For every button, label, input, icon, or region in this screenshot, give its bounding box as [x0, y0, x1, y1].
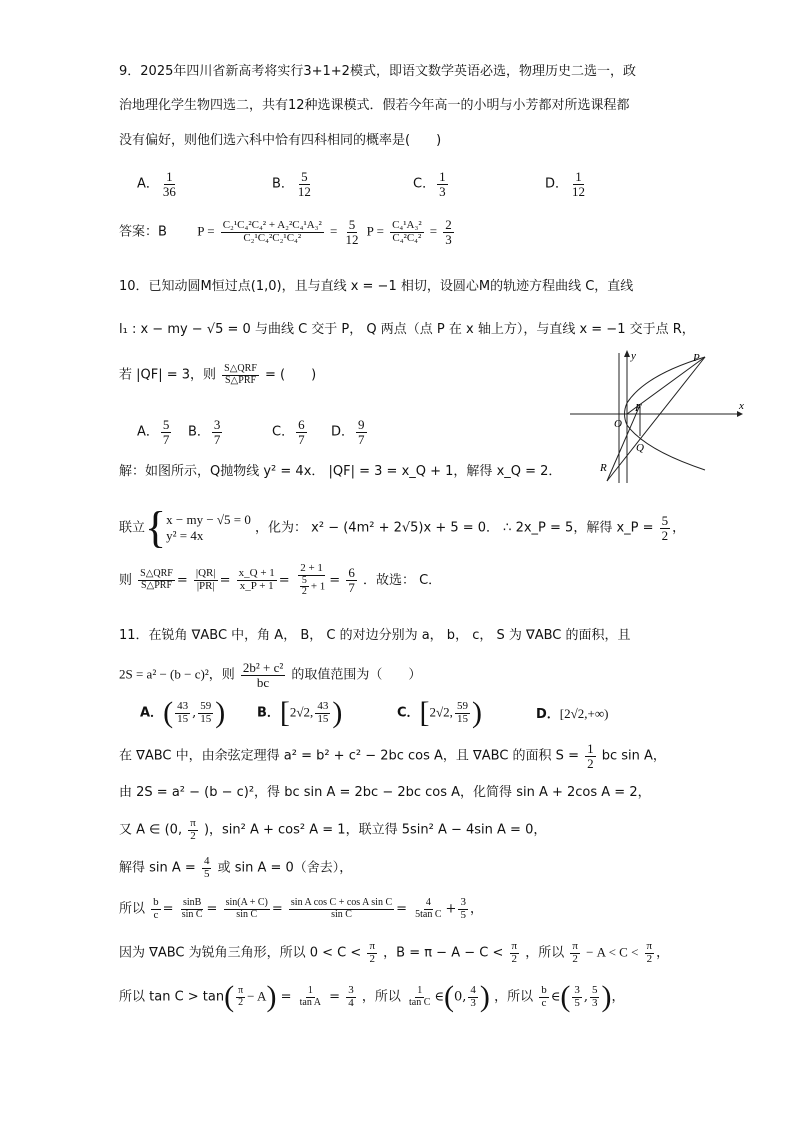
q9-option-d: [545, 170, 589, 198]
numerator: 1: [417, 985, 423, 996]
text: ．故选： C．: [362, 572, 442, 588]
denominator: 7: [358, 431, 365, 447]
numerator: 3: [460, 896, 466, 908]
bracket: (: [163, 696, 174, 729]
denominator: tan A: [299, 996, 322, 1008]
numerator: 1: [439, 169, 446, 184]
option-label: A．: [137, 424, 159, 440]
numerator: π: [572, 940, 578, 952]
text: ，: [611, 989, 625, 1005]
bracket: [: [419, 696, 430, 729]
q10-option-d: [331, 418, 369, 446]
label-p: P: [693, 352, 700, 364]
denominator: 4: [348, 996, 354, 1009]
text: ，: [656, 945, 670, 961]
q9-answer: [119, 218, 456, 246]
q11-option-a: A．( $\frac{43}{15}$ , $\frac{59}{15}$ ): [140, 696, 226, 729]
numerator: 2b² + c²: [242, 660, 284, 675]
numerator: π: [190, 817, 196, 829]
denominator: 7: [162, 431, 170, 447]
denominator: 2: [661, 527, 669, 543]
text: 又 A ∈ (0,: [119, 822, 183, 838]
text: 联立: [119, 520, 146, 536]
q10-line3: [119, 364, 316, 386]
denominator: S△PRF: [225, 374, 257, 386]
denominator: 7: [298, 431, 305, 447]
text: 若 |QF| = 3，则: [119, 367, 217, 383]
numerator: 3: [574, 983, 580, 996]
numerator: 5: [348, 217, 356, 232]
denominator: x_P + 1: [239, 579, 274, 592]
numerator: 59: [200, 699, 212, 712]
denominator: tan C: [409, 996, 431, 1008]
label-r: R: [600, 462, 607, 474]
q10-line2: l₁ : x − my − √5 = 0 与曲线 C 交于 P， Q 两点（点 P 在 x 轴上方），与直线 x = −1 交于点 R，: [119, 322, 695, 337]
q11-step5: 所以 $\frac{b}{c}$ = $\frac{\sin B}{\text{sin C}}$ = $\frac{\sin(A + C)}{\text{sin C}}$ = $\frac{\text{sin A cos C + cos A sin C}}{\text{sin C}}$ = $\frac{4}{\text{5tan C}}$ + $\frac{3}{5}$ ，: [119, 896, 483, 921]
denominator: |PR|: [196, 579, 215, 592]
label-q: Q: [636, 442, 644, 454]
q10-system-line: [119, 503, 686, 552]
bracket: [: [279, 696, 290, 729]
q11-line2: [119, 661, 421, 689]
text: 解得 sin A =: [119, 860, 196, 876]
text: ，所以: [361, 989, 401, 1005]
numerator: 5: [661, 512, 669, 528]
label-y: y: [631, 350, 636, 362]
numerator: 5: [591, 983, 598, 996]
denominator: sin C: [331, 908, 352, 920]
denominator: 3: [470, 996, 476, 1009]
q11-option-b: [257, 698, 342, 728]
denominator: C₄²C₄²: [392, 231, 422, 244]
denominator: 5: [203, 867, 210, 880]
text: 则: [119, 572, 133, 588]
denominator: 5: [460, 908, 466, 921]
option-label: A．: [137, 176, 159, 192]
numerator: b: [541, 983, 547, 996]
denominator: 2: [587, 755, 594, 771]
denominator: bc: [256, 674, 270, 690]
text: ，B = π − A − C <: [383, 945, 504, 961]
bracket: ): [479, 980, 490, 1013]
q11-step7: 所以 tan C > tan( $\frac{\pi}{2}$ − A) = $\frac{1}{\text{tan A}}$ = $\frac{3}{4}$ ，所以 $\frac{1}{\text{tan C}}$ ∈(0, $\frac{4}{3}$ ) ，所以 $\frac{b}{c}$ ∈( $\frac{3}{5}$ , $\frac{5}{3}$ )，: [119, 980, 625, 1013]
numerator: 5: [301, 574, 307, 586]
bracket: ): [601, 980, 612, 1013]
option-label: D．: [536, 707, 560, 722]
denominator: 15: [200, 712, 212, 725]
text: − A < C <: [586, 944, 639, 960]
option-label: C．: [413, 176, 436, 192]
text: 因为 ∇ABC 为锐角三角形，所以 0 < C <: [119, 945, 362, 961]
equals-sign: =: [329, 223, 338, 239]
denominator: 12: [572, 183, 586, 199]
numerator: 6: [298, 417, 305, 432]
q9-option-a: [137, 170, 180, 198]
denominator: 3: [445, 231, 452, 247]
text: + 1: [310, 580, 326, 593]
equals-sign: =: [429, 223, 438, 239]
numerator: 9: [358, 417, 365, 432]
numerator: π: [646, 940, 653, 952]
label-f: F: [635, 402, 642, 414]
numerator: C₄¹A₃²: [392, 219, 422, 232]
answer-label: 答案：B: [119, 224, 167, 240]
denominator: 7: [348, 579, 355, 595]
numerator: 1: [307, 985, 313, 996]
numerator: π: [238, 985, 244, 996]
bracket: ): [266, 980, 277, 1013]
numerator: 4: [425, 897, 431, 909]
option-label: D．: [331, 424, 355, 440]
q9-option-c: [413, 170, 450, 198]
numerator: sin(A + C): [225, 897, 268, 909]
option-label: B．: [188, 424, 210, 440]
y-axis-arrow: [624, 350, 630, 357]
text: = ( ): [265, 367, 317, 383]
text: 所以 tan C > tan: [119, 989, 225, 1005]
denominator: 5tan C: [415, 908, 442, 920]
denominator: 3: [439, 183, 446, 199]
q11-step1: [119, 742, 666, 770]
numerator: sinB: [182, 897, 202, 909]
q10-option-b: [188, 418, 224, 446]
value: 2√2,: [429, 704, 453, 720]
prob-label: P =: [366, 223, 384, 239]
denominator: c: [153, 908, 159, 921]
numerator: 4: [203, 855, 210, 867]
q10-solution-line1: 解：如图所示，Q抛物线 y² = 4x． |QF| = 3 = x_Q + 1，解得 x_Q = 2．: [119, 464, 562, 479]
denominator: 12: [345, 231, 359, 247]
bracket: (: [224, 980, 235, 1013]
numerator: b: [153, 896, 159, 908]
denominator: 2: [572, 952, 578, 965]
q11-step3: [119, 818, 546, 842]
q11-step4: [119, 856, 352, 880]
q11-step2: 由 2S = a² − (b − c)²，得 bc sin A = 2bc − 2bc cos A，化简得 sin A + 2cos A = 2，: [119, 785, 651, 800]
text: 或 sin A = 0（舍去），: [217, 860, 353, 876]
option-label: B．: [257, 705, 280, 721]
option-label: B．: [272, 176, 294, 192]
denominator: S△PRF: [140, 579, 173, 591]
system-row: x − my − √5 = 0: [166, 512, 251, 528]
numerator: 3: [213, 417, 221, 432]
q9-line1: 9．2025年四川省新高考将实行3+1+2模式，即语文数学英语必选，物理历史二选一，政: [119, 64, 636, 79]
denominator: c: [541, 996, 547, 1009]
denominator: 15: [456, 712, 468, 725]
option-label: C．: [397, 705, 420, 721]
text: ，化为： x² − (4m² + 2√5)x + 5 = 0． ∴ 2x_P = 5，解得 x_P =: [255, 520, 654, 536]
denominator: 2: [238, 996, 244, 1008]
numerator: 6: [348, 565, 355, 581]
denominator: 2: [511, 952, 518, 965]
numerator: 1: [587, 741, 594, 756]
q11-line1: 11．在锐角 ∇ABC 中，角 A， B， C 的对边分别为 a， b， c， S 为 ∇ABC 的面积，且: [119, 628, 631, 643]
bracket: (: [444, 980, 455, 1013]
label-o: O: [614, 418, 622, 430]
denominator: 15: [177, 712, 189, 725]
plus-sign: +: [445, 901, 457, 917]
numerator: C₂¹C₄²C₄² + A₂²C₄¹A₃²: [222, 219, 322, 232]
q10-ratio-line: 则 $\frac{\text{S△QRF}}{\text{S△PRF}}$ = $\frac{|QR|}{|PR|}$ = $\frac{x\_Q + 1}{x\_P + 1}$ = 2 + 1 $\frac{5}{2}$ + 1 = $\frac{6}{7}$ ．故选： C．: [119, 562, 442, 598]
option-label: A．: [140, 705, 164, 721]
numerator: 4: [470, 983, 476, 996]
numerator: S△QRF: [224, 363, 257, 374]
value: 2√2,: [289, 704, 314, 720]
numerator: 5: [301, 169, 308, 184]
q9-line3: 没有偏好，则他们选六科中恰有四科相同的概率是( ): [119, 133, 442, 148]
q11-option-c: [397, 698, 482, 728]
q10-option-c: [272, 418, 309, 446]
option-label: C．: [272, 424, 295, 440]
bracket: ): [215, 696, 226, 729]
q11-option-d: [536, 706, 608, 723]
text: 在 ∇ABC 中，由余弦定理得 a² = b² + c² − 2bc cos A，且 ∇ABC 的面积 S =: [119, 748, 579, 764]
denominator: 2: [190, 829, 196, 842]
text: − A: [247, 988, 267, 1004]
bracket: ): [332, 696, 343, 729]
denominator: 2: [301, 586, 307, 598]
prob-label: P =: [197, 223, 215, 239]
text: 的取值范围为（ ）: [291, 667, 422, 683]
denominator: 5: [574, 996, 580, 1009]
denominator: sin C: [181, 908, 203, 920]
numerator: 2: [445, 217, 452, 232]
text: ，: [672, 520, 686, 536]
left-brace: {: [145, 503, 167, 552]
q10-option-a: [137, 418, 173, 446]
numerator: 3: [348, 983, 354, 996]
numerator: π: [369, 940, 375, 952]
denominator: 2: [369, 952, 375, 965]
numerator: 1: [166, 169, 173, 184]
element-of-sign: ∈: [434, 989, 445, 1005]
denominator: 12: [297, 183, 311, 199]
numerator: 1: [575, 169, 582, 184]
text: 所以: [119, 901, 146, 917]
option-label: D．: [545, 176, 569, 192]
q9-line2: 治地理化学生物四选二，共有12种选课模式．假若今年高一的小明与小芳都对所选课程都: [119, 98, 630, 113]
denominator: 15: [317, 712, 329, 725]
q10-line1: 10．已知动圆M恒过点(1,0)，且与直线 x = −1 相切，设圆心M的轨迹方程曲线 C，直线: [119, 279, 634, 294]
numerator: |QR|: [195, 567, 216, 580]
system-row: y² = 4x: [166, 528, 204, 543]
bracket: ): [471, 696, 482, 729]
equals-sign: =: [280, 989, 292, 1005]
numerator: 43: [177, 699, 189, 712]
denominator: C₂¹C₄²C₂¹C₄²: [243, 231, 302, 244]
denominator: 3: [591, 996, 598, 1009]
text: ，: [469, 901, 483, 917]
bracket: (: [560, 980, 571, 1013]
text: 2S = a² − (b − c)²，则: [119, 666, 235, 682]
equals-sign: =: [329, 989, 341, 1005]
text: ，所以: [494, 989, 534, 1005]
q11-step6: [119, 941, 669, 965]
denominator: 2: [646, 952, 653, 965]
element-of-sign: ∈: [550, 989, 561, 1005]
denominator: sin C: [236, 908, 258, 920]
numerator: S△QRF: [140, 568, 173, 580]
parabola-figure: [565, 345, 750, 485]
denominator: 7: [213, 431, 221, 447]
numerator: 2 + 1: [300, 562, 323, 574]
numerator: x_Q + 1: [238, 567, 275, 580]
text: )，sin² A + cos² A = 1，联立得 5sin² A − 4sin A = 0，: [203, 822, 547, 838]
numerator: 59: [456, 699, 468, 712]
text: ，所以: [525, 945, 565, 961]
numerator: 43: [317, 699, 329, 712]
numerator: sin A cos C + cos A sin C: [290, 897, 393, 909]
numerator: 5: [162, 417, 170, 432]
q9-option-b: [272, 170, 315, 198]
text: bc sin A，: [601, 748, 666, 764]
denominator: 36: [162, 183, 176, 199]
value: [2√2,+∞): [559, 706, 609, 721]
numerator: π: [511, 940, 518, 952]
label-x: x: [739, 400, 744, 412]
